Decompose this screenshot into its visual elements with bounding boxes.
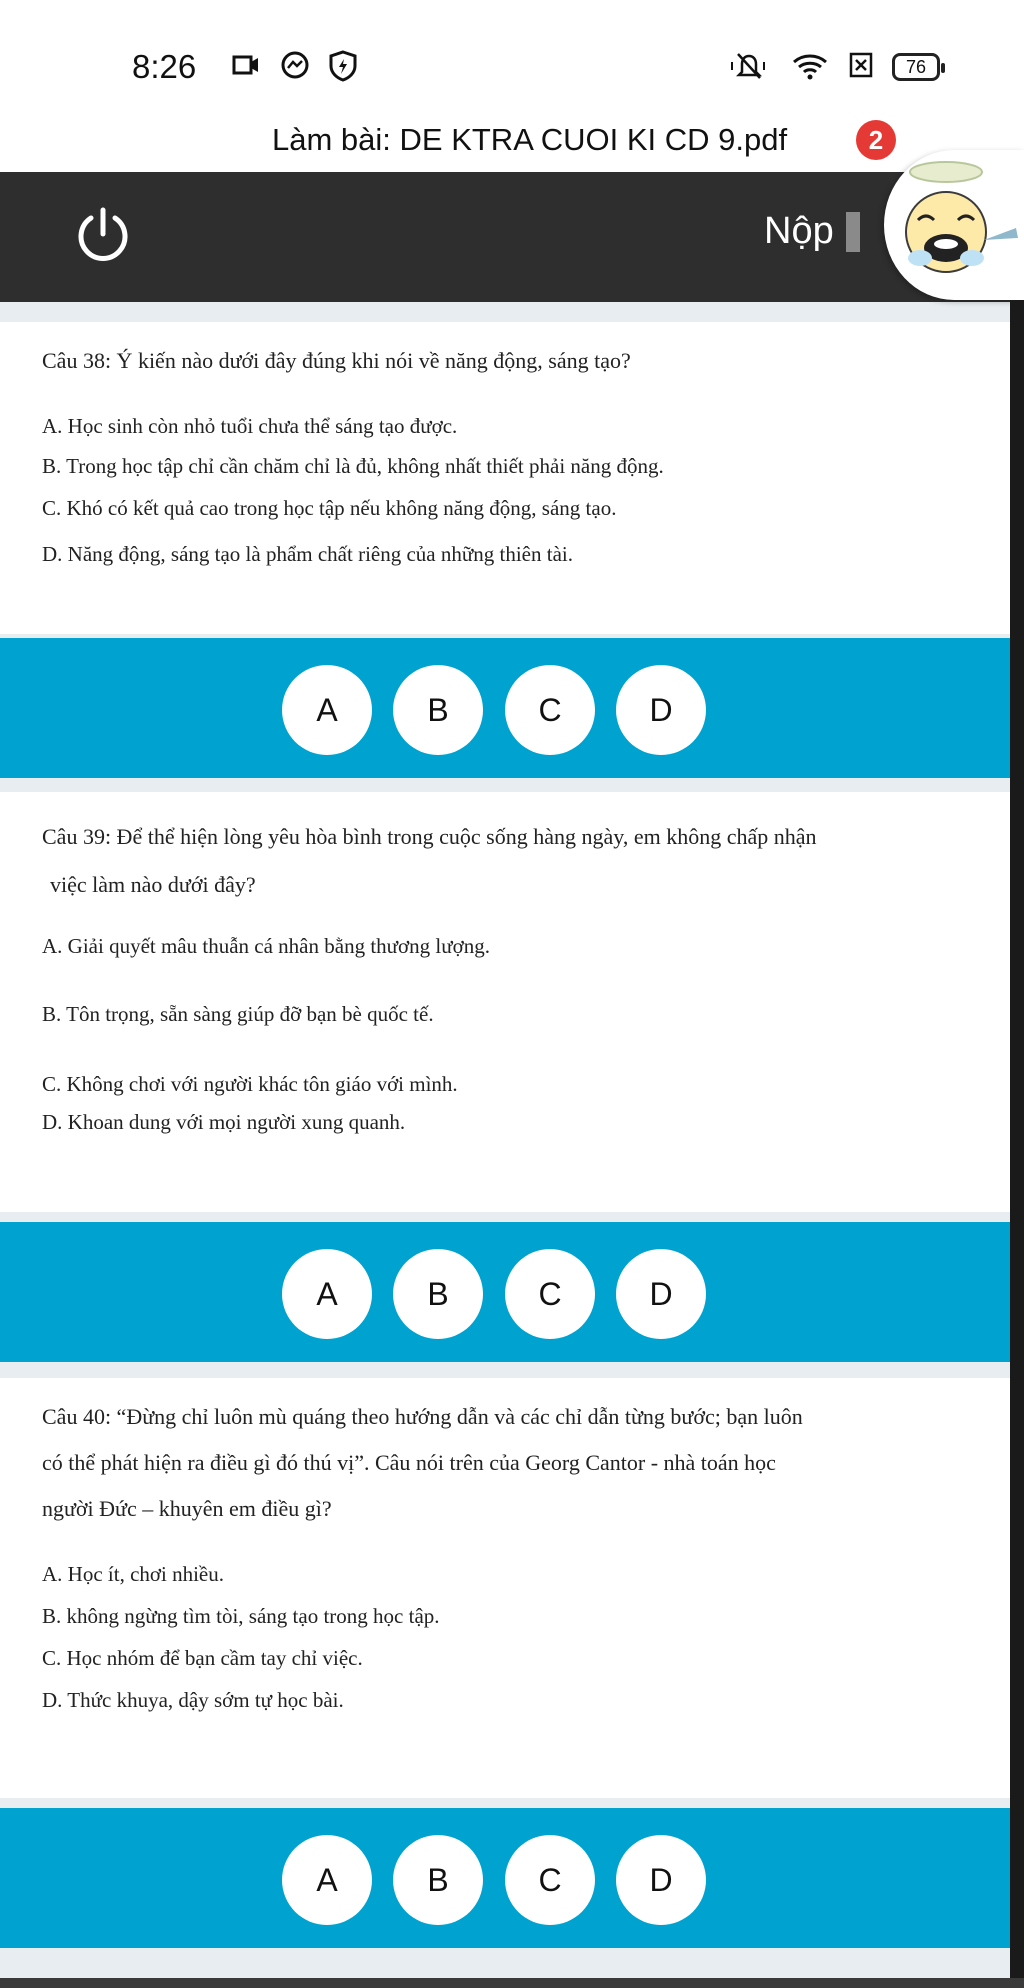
question-option: D. Thức khuya, dậy sớm tự học bài. [42,1688,344,1712]
question-option: A. Học ít, chơi nhiều. [42,1562,224,1586]
answer-button-c[interactable]: C [505,1835,595,1925]
battery-icon [892,53,940,81]
question-option: C. Không chơi với người khác tôn giáo với mình. [42,1072,458,1096]
answer-bar-38 [0,638,1010,778]
cartoon-face-icon [884,150,1024,300]
wifi-icon [790,50,830,82]
answer-button-a[interactable]: A [282,1835,372,1925]
bottom-strip [0,1978,1024,1988]
answer-button-a[interactable]: A [282,1249,372,1339]
shield-icon [328,50,358,82]
answer-button-d[interactable]: D [616,1249,706,1339]
submit-button[interactable]: Nộp [764,210,834,252]
question-option: C. Khó có kết quả cao trong học tập nếu không năng động, sáng tạo. [42,496,617,520]
document-title-bar [0,110,1024,172]
answer-button-d[interactable]: D [616,1835,706,1925]
answer-button-b[interactable]: B [393,1249,483,1339]
question-option: A. Học sinh còn nhỏ tuổi chưa thể sáng tạo được. [42,414,458,438]
sim-x-icon [848,50,874,80]
answer-button-d[interactable]: D [616,665,706,755]
battery-level: 76 [905,56,927,77]
question-option: B. không ngừng tìm tòi, sáng tạo trong học tập. [42,1604,440,1628]
question-card-40 [0,1378,1010,1798]
submit-label-overflow [846,212,860,252]
mute-vibrate-icon [728,50,768,82]
question-text: người Đức – khuyên em điều gì? [42,1496,332,1521]
answer-button-b[interactable]: B [393,1835,483,1925]
answer-button-a[interactable]: A [282,665,372,755]
question-card-39 [0,792,1010,1212]
question-option: B. Tôn trọng, sẵn sàng giúp đỡ bạn bè quốc tế. [42,1002,434,1026]
chat-head-avatar[interactable] [884,150,1024,300]
exam-toolbar [0,172,1024,302]
document-title: Làm bài: DE KTRA CUOI KI CD 9.pdf [272,122,788,157]
answer-bar-39 [0,1222,1010,1362]
answer-button-b[interactable]: B [393,665,483,755]
answer-button-c[interactable]: C [505,665,595,755]
status-bar [0,0,1024,110]
power-icon[interactable] [70,202,136,268]
question-option: C. Học nhóm để bạn cầm tay chỉ việc. [42,1646,363,1670]
question-option: D. Khoan dung với mọi người xung quanh. [42,1110,406,1134]
notification-badge[interactable]: 2 [856,120,896,160]
messenger-icon [280,50,310,80]
screen-edge [1010,300,1024,1988]
video-record-icon [232,50,260,80]
status-time: 8:26 [132,48,197,85]
question-text: việc làm nào dưới đây? [50,872,256,897]
question-card-38 [0,322,1010,634]
question-option: B. Trong học tập chỉ cần chăm chỉ là đủ, không nhất thiết phải năng động. [42,454,664,478]
question-text: Câu 38: Ý kiến nào dưới đây đúng khi nói về năng động, sáng tạo? [42,348,631,373]
question-text: Câu 39: Để thể hiện lòng yêu hòa bình trong cuộc sống hàng ngày, em không chấp nhận [42,824,817,849]
answer-button-c[interactable]: C [505,1249,595,1339]
question-text: Câu 40: “Đừng chỉ luôn mù quáng theo hướng dẫn và các chỉ dẫn từng bước; bạn luôn [42,1404,803,1429]
answer-bar-40 [0,1808,1010,1948]
question-option: A. Giải quyết mâu thuẫn cá nhân bằng thương lượng. [42,934,490,958]
question-text: có thể phát hiện ra điều gì đó thú vị”. Câu nói trên của Georg Cantor - nhà toán học [42,1450,776,1475]
question-option: D. Năng động, sáng tạo là phẩm chất riêng của những thiên tài. [42,542,573,566]
